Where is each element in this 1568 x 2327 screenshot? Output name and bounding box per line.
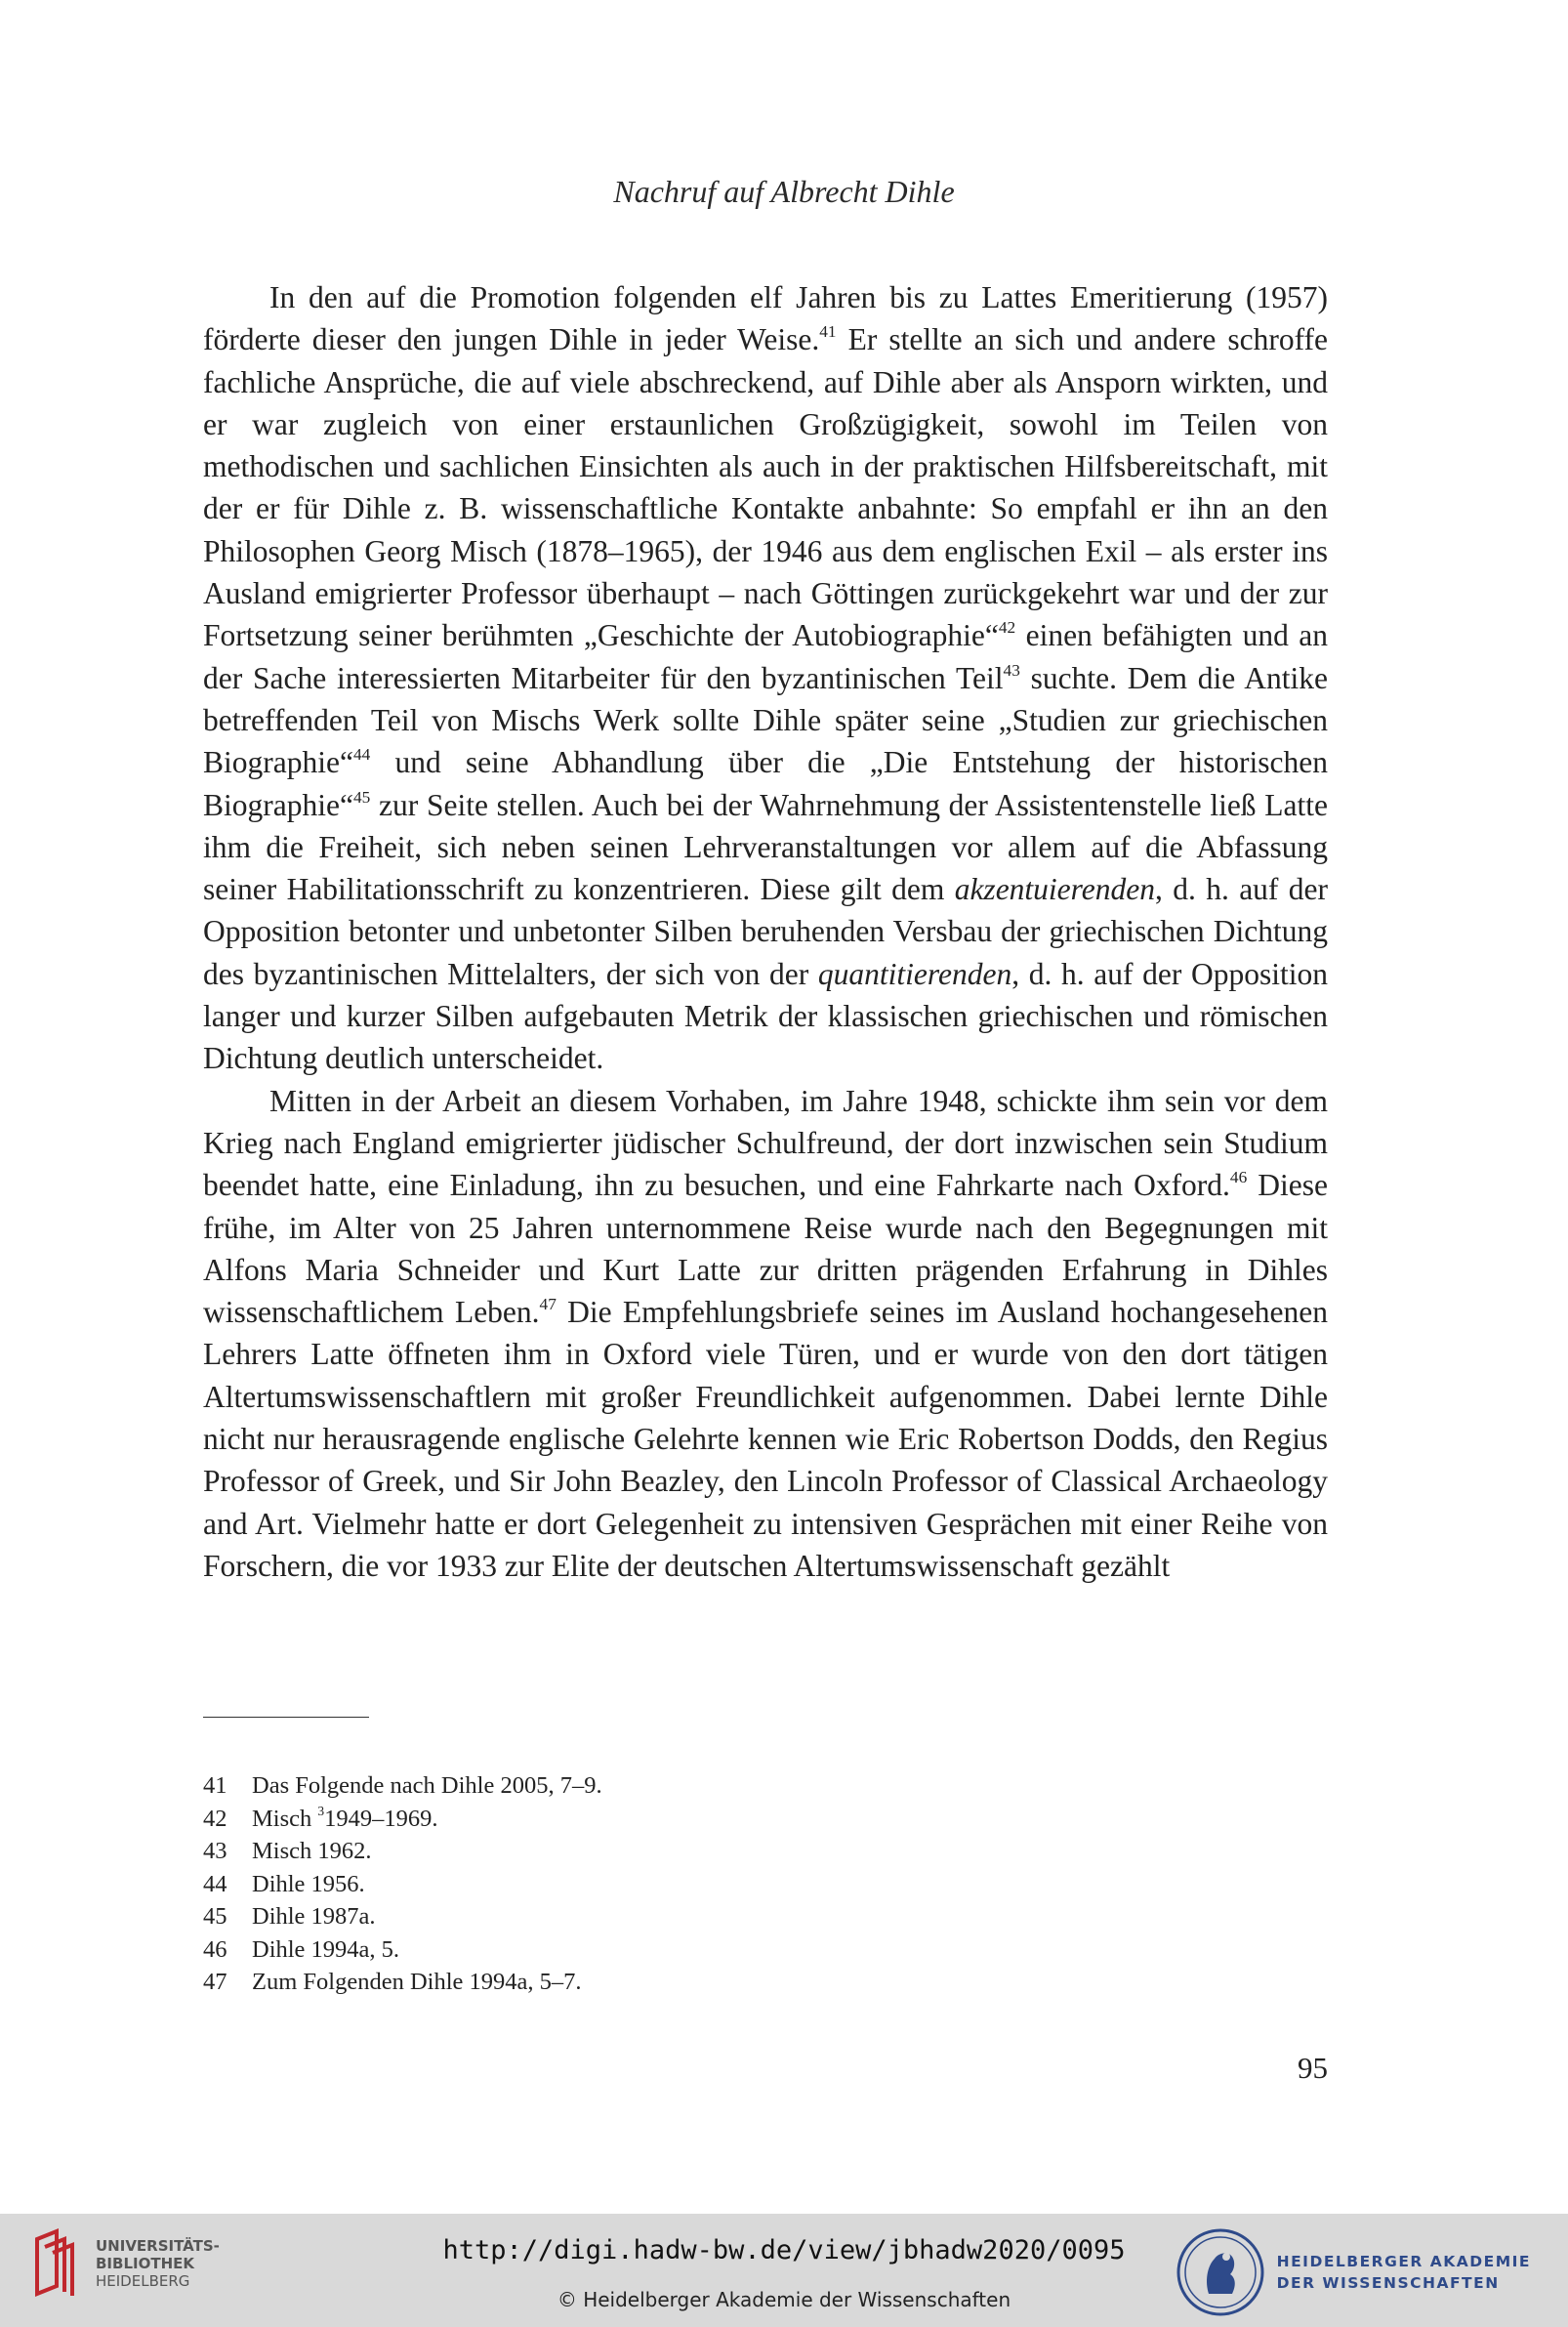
footnote-ref[interactable]: 41 [819,322,837,342]
footnotes [203,1769,1328,1999]
footnote-text [252,1933,399,1967]
footnote-text [252,1835,372,1868]
footnote-rule [203,1717,369,1718]
academy-name-line2: DER WISSENSCHAFTEN [1276,2274,1500,2292]
footnote-number: 43 [203,1838,227,1864]
text-run: , d. h. auf der Opposition langer und kurzer Silben aufgebauten Metrik der klassischen griechischen und römischen Dichtung deutlich unterscheidet. [203,956,1328,1076]
text-run: Diese frühe, im Alter von 25 Jahren unternommene Reise wurde nach den Begegnungen mit Alfons Maria Schneider und Kurt Latte zur dritten prägenden Erfahrung in Dihles wissenschaftlichem Leben. [203,1168,1328,1330]
footnote-text [252,1868,365,1901]
footnote-text-main: Dihle 1956. [252,1870,365,1897]
academy-name-line1: HEIDELBERGER AKADEMIE [1276,2253,1531,2270]
footnote [203,1803,1328,1836]
academy-logo[interactable] [1176,2227,1531,2317]
footnote-ref[interactable]: 42 [998,618,1016,638]
footnote [203,1868,1328,1901]
footnote [203,1966,1328,1999]
footnote-ref[interactable]: 43 [1003,660,1020,680]
library-name-line2: BIBLIOTHEK [96,2255,194,2272]
library-name-line1: UNIVERSITÄTS- [96,2237,220,2255]
footnote-text-main: 1949–1969. [324,1805,438,1832]
footnote-ref[interactable]: 45 [352,787,371,807]
footnote-text-main: Dihle 1994a, 5. [252,1935,400,1963]
text-run: Die Empfehlungsbriefe seines im Ausland hochangesehenen Lehrers Latte öffneten ihm in Oxford viele Türen, und er wurde von den dort tätigen Altertumswissenschaftlern mit großer Freundlichkeit aufgenommen. Dabei lernte Dihle nicht nur herausragende englische Gelehrte kennen wie Eric Robertson Dodds, den Regius Professor of Greek, und Sir John Beazley, den Lincoln Professor of Classical Archaeology and Art. Vielmehr hatte er dort Gelegenheit zu intensiven Gesprächen mit einer Reihe von Forschern, die vor 1933 zur Elite der deutschen Altertumswissenschaft gezählt [203,1295,1328,1583]
footnote-text-main: Misch 1962. [252,1838,372,1864]
text-run: Mitten in der Arbeit an diesem Vorhaben, im Jahre 1948, schickte ihm sein vor dem Krieg nach England emigrierter jüdischer Schulfreund, der dort inzwischen sein Studium beendet hatte, eine Einladung, ihn zu besuchen, und eine Fahrkarte nach Oxford. [203,1083,1328,1203]
academy-seal-icon [1176,2227,1265,2317]
edition-superscript: 3 [317,1804,325,1819]
footnote [203,1900,1328,1933]
body-text [203,276,1328,1587]
text-run: In den auf die Promotion folgenden elf Jahren bis zu Lattes Emeritierung (1957) förderte dieser den jungen Dihle in jeder Weise. [203,280,1328,357]
library-name-line3: HEIDELBERG [96,2272,190,2290]
footnote-number: 44 [203,1870,227,1897]
viewer-footer [0,2214,1568,2327]
footnote-text-prefix: Misch [252,1805,318,1832]
paragraph [203,276,1328,1080]
footnote-number: 42 [203,1805,227,1832]
footnote-text-main: Zum Folgenden Dihle 1994a, 5–7. [252,1969,582,1995]
footnote [203,1933,1328,1967]
copyright-notice: © Heidelberger Akademie der Wissenschaften [557,2288,1011,2311]
text-run: , d. h. auf der Opposition betonter und unbetonter Silben beruhenden Versbau der griechischen Dichtung des byzantinischen Mittelalters, der sich von der [203,872,1328,991]
footnote-text [252,1803,437,1836]
footnote-number: 46 [203,1935,227,1963]
footnote [203,1769,1328,1803]
text-run: Er stellte an sich und andere schroffe fachliche Ansprüche, die auf viele abschreckend, auf Dihle aber als Ansporn wirkten, und er war zugleich von einer erstaunlichen Großzügigkeit, sowohl im Teilen von methodischen und sachlichen Einsichten als auch in der praktischen Hilfsbereitschaft, mit der er für Dihle z. B. wissenschaftliche Kontakte anbahnte: So empfahl er ihn an den Philosophen Georg Misch (1878–1965), der 1946 aus dem englischen Exil – als erster ins Ausland emigrierter Professor überhaupt – nach Göttingen zurückgekehrt war und der zur Fortsetzung seiner berühmten „Geschichte der Autobiographie“ [203,322,1328,653]
footnote-text [252,1900,376,1933]
footnote-text [252,1769,602,1803]
footnote-ref[interactable]: 47 [539,1295,557,1314]
permalink-url[interactable]: http://digi.hadw-bw.de/view/jbhadw2020/0095 [442,2235,1126,2265]
footnote-ref[interactable]: 44 [352,745,371,765]
footnote-number: 41 [203,1772,227,1799]
text-run: zur Seite stellen. Auch bei der Wahrnehmung der Assistentenstelle ließ Latte ihm die Freiheit, sich neben seinen Lehrveranstaltungen vor allem auf die Abfassung seiner Habilitationsschrift zu konzentrieren. Diese gilt dem [203,787,1328,907]
footnote-number: 47 [203,1969,227,1995]
footnote-text-main: Das Folgende nach Dihle 2005, 7–9. [252,1772,602,1799]
page-number: 95 [1298,2051,1328,2085]
text-run: einen befähigten und an der Sache interessierten Mitarbeiter für den byzantinischen Teil [203,618,1328,695]
running-title: Nachruf auf Albrecht Dihle [613,174,955,209]
paragraph [203,1080,1328,1588]
footnote-number: 45 [203,1903,227,1930]
footnote-text-main: Dihle 1987a. [252,1903,376,1930]
emphasis-term: akzentuierenden [954,872,1155,907]
text-run: und seine Abhandlung über die „Die Entstehung der historischen Biographie“ [203,745,1328,822]
footnote-text [252,1966,582,1999]
emphasis-term: quantitierenden [817,956,1012,991]
text-run: suchte. Dem die Antike betreffenden Teil von Mischs Werk sollte Dihle später seine „Studien zur griechischen Biographie“ [203,660,1328,780]
footnote-ref[interactable]: 46 [1229,1168,1248,1187]
footnote [203,1835,1328,1868]
